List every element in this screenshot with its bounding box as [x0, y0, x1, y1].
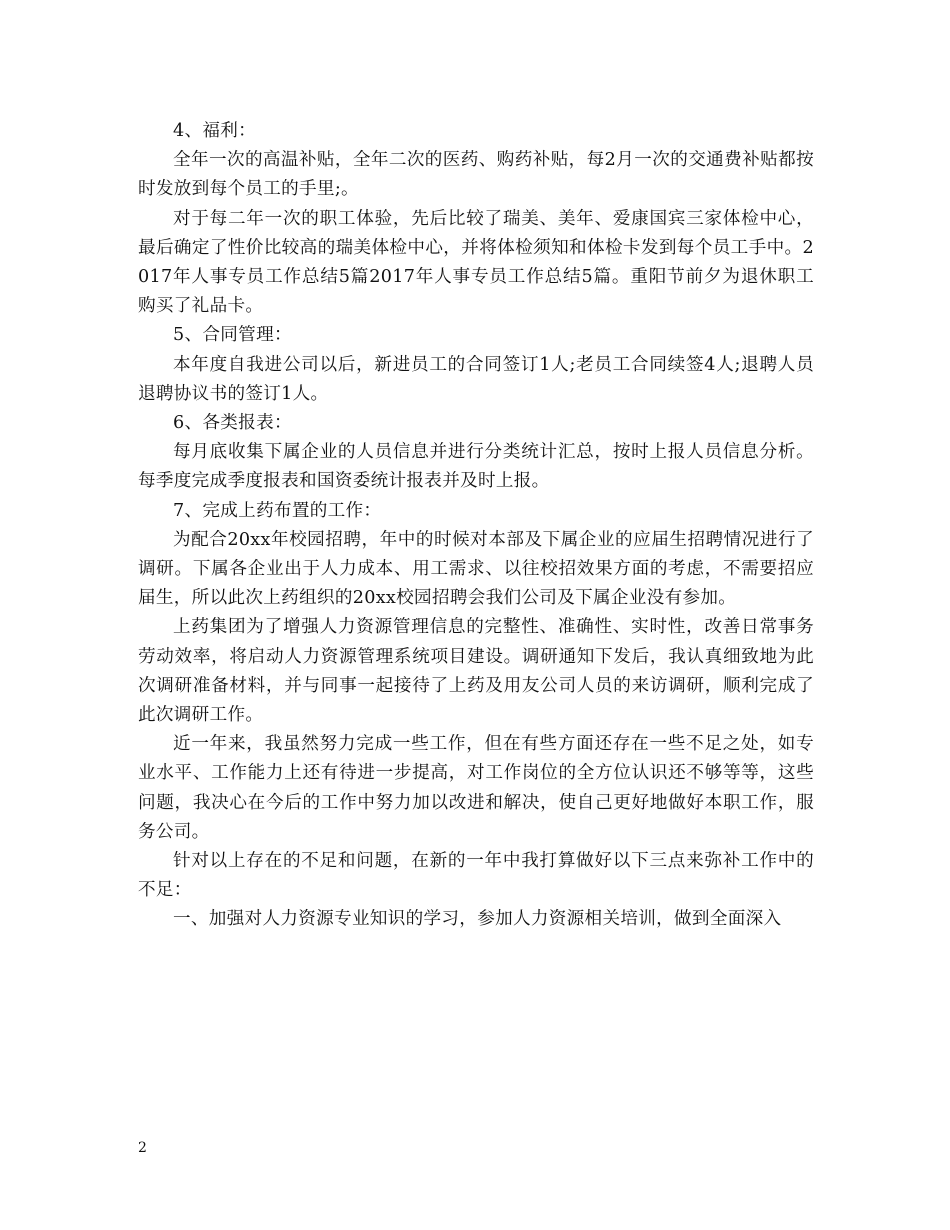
page-number: 2	[138, 1140, 147, 1156]
paragraph-reports: 每月底收集下属企业的人员信息并进行分类统计汇总，按时上报人员信息分析。每季度完成季度报表和国资委统计报表并及时上报。	[138, 442, 814, 492]
section-heading-reports: 6、各类报表：	[173, 413, 292, 434]
section-heading-contract-management: 5、合同管理：	[173, 325, 292, 346]
section-heading-welfare: 4、福利：	[173, 121, 257, 141]
paragraph-shortcomings: 近一年来，我虽然努力完成一些工作，但在有些方面还存在一些不足之处，如专业水平、工作能力上还有待进一步提高，对工作岗位的全方位认识还不够等等，这些问题，我决心在今后的工作中努力加以改进和解决，使自己更好地做好本职工作，服务公司。	[138, 734, 814, 842]
section-heading-assigned-work: 7、完成上药布置的工作：	[173, 500, 382, 521]
paragraph-improvement-plan: 针对以上存在的不足和问题，在新的一年中我打算做好以下三点来弥补工作中的不足：	[138, 851, 814, 901]
paragraph-plan-item-one: 一、加强对人力资源专业知识的学习，参加人力资源相关培训，做到全面深入	[173, 909, 782, 930]
paragraph-subsidies: 全年一次的高温补贴，全年二次的医药、购药补贴，每2月一次的交通费补贴都按时发放到每个员工的手里;。	[138, 150, 814, 200]
paragraph-campus-recruiting: 为配合20xx年校园招聘，年中的时候对本部及下属企业的应届生招聘情况进行了调研。下属各企业出于人力成本、用工需求、以往校招效果方面的考虑，不需要招应届生，所以此次上药组织的20xx校园招聘会我们公司及下属企业没有参加。	[138, 529, 814, 609]
document-body	[138, 117, 814, 935]
paragraph-contracts: 本年度自我进公司以后，新进员工的合同签订1人;老员工合同续签4人;退聘人员退聘协议书的签订1人。	[138, 354, 814, 404]
paragraph-hr-system: 上药集团为了增强人力资源管理信息的完整性、准确性、实时性，改善日常事务劳动效率，将启动人力资源管理系统项目建设。调研通知下发后，我认真细致地为此次调研准备材料，并与同事一起接待了上药及用友公司人员的来访调研，顺利完成了此次调研工作。	[138, 617, 814, 726]
paragraph-health-check: 对于每二年一次的职工体验，先后比较了瑞美、美年、爱康国宾三家体检中心，最后确定了性价比较高的瑞美体检中心，并将体检须知和体检卡发到每个员工手中。2017年人事专员工作总结5篇2017年人事专员工作总结5篇。重阳节前夕为退休职工购买了礼品卡。	[138, 208, 814, 317]
